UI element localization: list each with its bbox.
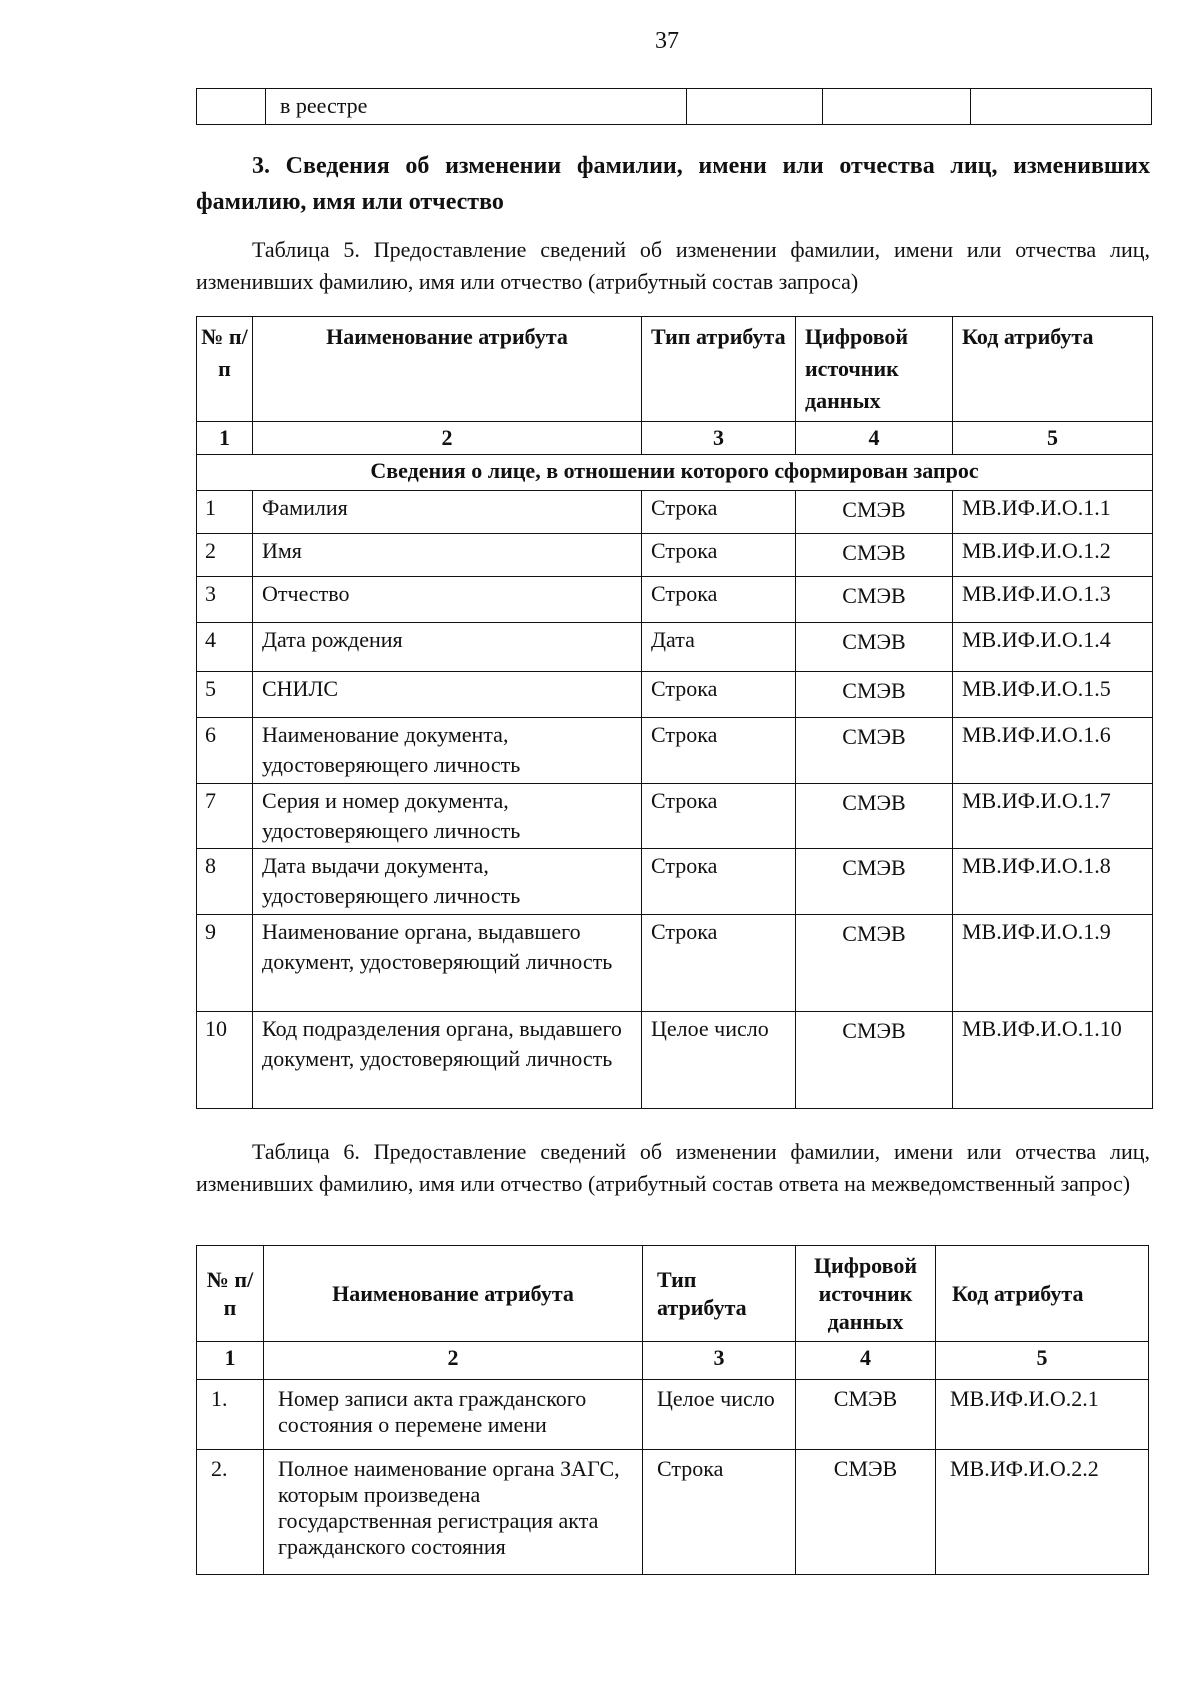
table-row xyxy=(197,534,1153,577)
table5-colnum-row xyxy=(197,422,1153,455)
page-number: 37 xyxy=(655,28,679,54)
row-number: 1 xyxy=(197,491,253,534)
cell xyxy=(971,89,1152,125)
attribute-type: Целое число xyxy=(643,1380,796,1450)
attribute-name: Наименование органа, выдавшего документ, удостоверяющий личность xyxy=(253,915,642,1012)
attribute-code: МВ.ИФ.И.О.1.4 xyxy=(953,623,1153,672)
table-row xyxy=(197,718,1153,784)
table-row xyxy=(197,577,1153,623)
table6 xyxy=(196,1245,1149,1575)
section-heading xyxy=(196,148,1150,220)
table-row xyxy=(197,1012,1153,1109)
row-number: 2. xyxy=(197,1450,264,1575)
table-row xyxy=(197,849,1153,915)
attribute-type: Строка xyxy=(642,915,796,1012)
attribute-name: Код подразделения органа, выдавшего документ, удостоверяющий личность xyxy=(253,1012,642,1109)
section-heading-text: 3. Сведения об изменении фамилии, имени или отчества лиц, изменивших фамилию, имя или отчество xyxy=(196,153,1150,215)
data-source: СМЭВ xyxy=(796,849,953,915)
table6-header-row xyxy=(197,1246,1149,1342)
data-source: СМЭВ xyxy=(796,718,953,784)
col-number: 5 xyxy=(953,422,1153,455)
attribute-code: МВ.ИФ.И.О.1.8 xyxy=(953,849,1153,915)
header-cell-num: № п/п xyxy=(197,317,253,422)
attribute-name: Отчество xyxy=(253,577,642,623)
attribute-name: Серия и номер документа, удостоверяющего личность xyxy=(253,784,642,849)
col-number: 3 xyxy=(642,422,796,455)
previous-table-tail xyxy=(196,88,1152,125)
attribute-type: Строка xyxy=(643,1450,796,1575)
attribute-name: Имя xyxy=(253,534,642,577)
row-number: 9 xyxy=(197,915,253,1012)
table-row xyxy=(197,1450,1149,1575)
data-source: СМЭВ xyxy=(796,623,953,672)
attribute-code: МВ.ИФ.И.О.1.7 xyxy=(953,784,1153,849)
cell: в реестре xyxy=(266,89,687,125)
attribute-code: МВ.ИФ.И.О.2.1 xyxy=(936,1380,1149,1450)
col-number: 1 xyxy=(197,422,253,455)
table-row xyxy=(197,915,1153,1012)
attribute-type: Строка xyxy=(642,534,796,577)
attribute-code: МВ.ИФ.И.О.1.9 xyxy=(953,915,1153,1012)
header-cell-source: Цифровой источник данных xyxy=(796,1246,936,1342)
header-cell-name: Наименование атрибута xyxy=(264,1246,643,1342)
col-number: 3 xyxy=(643,1342,796,1380)
attribute-type: Строка xyxy=(642,718,796,784)
col-number: 5 xyxy=(936,1342,1149,1380)
table-row xyxy=(197,491,1153,534)
header-cell-code: Код атрибута xyxy=(936,1246,1149,1342)
cell xyxy=(197,89,266,125)
attribute-code: МВ.ИФ.И.О.1.10 xyxy=(953,1012,1153,1109)
table-row xyxy=(197,672,1153,718)
attribute-code: МВ.ИФ.И.О.1.2 xyxy=(953,534,1153,577)
table5-header-row xyxy=(197,317,1153,422)
data-source: СМЭВ xyxy=(796,491,953,534)
attribute-name: Полное наименование органа ЗАГС, которым произведена государственная регистрация акта гражданского состояния xyxy=(264,1450,643,1575)
row-number: 8 xyxy=(197,849,253,915)
cell xyxy=(687,89,823,125)
data-source: СМЭВ xyxy=(796,1012,953,1109)
attribute-type: Строка xyxy=(642,491,796,534)
attribute-name: Номер записи акта гражданского состояния о перемене имени xyxy=(264,1380,643,1450)
attribute-name: Наименование документа, удостоверяющего личность xyxy=(253,718,642,784)
data-source: СМЭВ xyxy=(796,1450,936,1575)
data-source: СМЭВ xyxy=(796,577,953,623)
attribute-code: МВ.ИФ.И.О.1.1 xyxy=(953,491,1153,534)
data-source: СМЭВ xyxy=(796,672,953,718)
attribute-code: МВ.ИФ.И.О.1.6 xyxy=(953,718,1153,784)
attribute-code: МВ.ИФ.И.О.1.3 xyxy=(953,577,1153,623)
header-cell-num: № п/п xyxy=(197,1246,264,1342)
table6-caption: Таблица 6. Предоставление сведений об изменении фамилии, имени или отчества лиц, изменивших фамилию, имя или отчество (атрибутный состав ответа на межведомственный запрос) xyxy=(196,1139,1150,1196)
data-source: СМЭВ xyxy=(796,784,953,849)
header-cell-source: Цифровой источник данных xyxy=(796,317,953,422)
row-number: 4 xyxy=(197,623,253,672)
row-number: 3 xyxy=(197,577,253,623)
row-number: 5 xyxy=(197,672,253,718)
data-source: СМЭВ xyxy=(796,915,953,1012)
header-cell-type: Тип атрибута xyxy=(643,1246,796,1342)
header-cell-code: Код атрибута xyxy=(953,317,1153,422)
table-row xyxy=(197,784,1153,849)
attribute-name: Фамилия xyxy=(253,491,642,534)
attribute-type: Строка xyxy=(642,784,796,849)
row-number: 1. xyxy=(197,1380,264,1450)
table-row xyxy=(197,623,1153,672)
col-number: 2 xyxy=(253,422,642,455)
header-cell-type: Тип атрибута xyxy=(642,317,796,422)
attribute-type: Целое число xyxy=(642,1012,796,1109)
attribute-type: Строка xyxy=(642,577,796,623)
attribute-name: Дата выдачи документа, удостоверяющего личность xyxy=(253,849,642,915)
attribute-type: Строка xyxy=(642,849,796,915)
col-number: 2 xyxy=(264,1342,643,1380)
table5-caption: Таблица 5. Предоставление сведений об изменении фамилии, имени или отчества лиц, изменивших фамилию, имя или отчество (атрибутный состав запроса) xyxy=(196,237,1150,294)
section-row-cell: Сведения о лице, в отношении которого сформирован запрос xyxy=(197,455,1153,491)
attribute-type: Дата xyxy=(642,623,796,672)
table5-section-row xyxy=(197,455,1153,491)
row-number: 7 xyxy=(197,784,253,849)
data-source: СМЭВ xyxy=(796,1380,936,1450)
header-cell-name: Наименование атрибута xyxy=(253,317,642,422)
row-number: 6 xyxy=(197,718,253,784)
attribute-name: Дата рождения xyxy=(253,623,642,672)
attribute-type: Строка xyxy=(642,672,796,718)
col-number: 4 xyxy=(796,422,953,455)
table6-colnum-row xyxy=(197,1342,1149,1380)
col-number: 4 xyxy=(796,1342,936,1380)
row-number: 2 xyxy=(197,534,253,577)
table5 xyxy=(196,316,1153,1109)
attribute-code: МВ.ИФ.И.О.1.5 xyxy=(953,672,1153,718)
data-source: СМЭВ xyxy=(796,534,953,577)
attribute-code: МВ.ИФ.И.О.2.2 xyxy=(936,1450,1149,1575)
table-row xyxy=(197,1380,1149,1450)
row-number: 10 xyxy=(197,1012,253,1109)
cell xyxy=(823,89,971,125)
attribute-name: СНИЛС xyxy=(253,672,642,718)
col-number: 1 xyxy=(197,1342,264,1380)
